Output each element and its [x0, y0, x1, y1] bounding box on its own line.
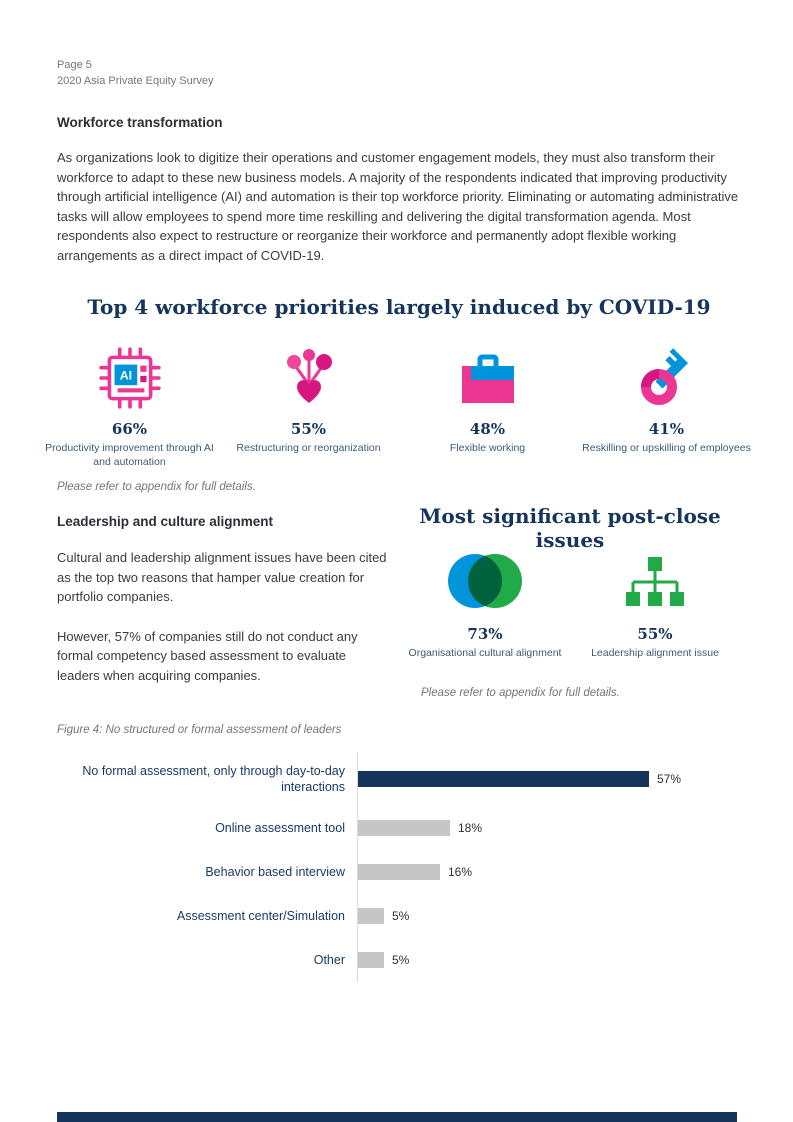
leadership-paragraph-2: However, 57% of companies still do not conduct any formal competency based assessment to evaluate leaders when acquiring companies.	[57, 628, 358, 683]
key-icon	[577, 332, 756, 410]
leadership-paragraph-1: Cultural and leadership alignment issues have been cited as the top two reasons that hamper value creation for portfolio companies.	[57, 550, 387, 604]
leadership-heading: Leadership and culture alignment	[57, 514, 274, 529]
stat-value: 66%	[111, 420, 148, 438]
workforce-body-text: As organizations look to digitize their operations and customer engagement models, they must also transform their workforce to adapt to these new business models. A majority of the respondents indicated that improving productivity through artificial intelligence (AI) and automation is their top workforce priority. Eliminating or automating administrative tasks will allow employees to spend more time reskilling and delivering the digital transformation agenda. Most respondents also expect to restructure or reorganize their workforce and permanently adopt flexible working arrangements as a direct impact of COVID-19.	[57, 150, 739, 263]
footer-bar	[57, 1112, 737, 1122]
stat-cultural-alignment	[400, 543, 570, 661]
stat-label: Productivity improvement through AI and automation	[45, 442, 214, 468]
leadership-body-text	[57, 548, 391, 705]
briefcase-icon	[398, 332, 577, 410]
stat-flexible-working	[398, 332, 577, 469]
svg-text:AI: AI	[119, 368, 132, 383]
figure4-bar-chart	[57, 752, 741, 982]
bar-category-label: No formal assessment, only through day-to-day interactions	[82, 764, 345, 794]
bar-plot-area	[357, 938, 741, 982]
workforce-chart-title: Top 4 workforce priorities largely induced by COVID-19	[87, 295, 711, 319]
stat-label: Organisational cultural alignment	[408, 647, 562, 659]
bar-plot-area	[357, 894, 741, 938]
bar	[358, 952, 384, 968]
stat-label: Reskilling or upskilling of employees	[582, 442, 751, 454]
bar-category-label: Online assessment tool	[215, 821, 345, 835]
stat-value: 48%	[469, 420, 506, 438]
postclose-stats-row	[400, 543, 740, 661]
postclose-title: Most significant post-close issues	[419, 504, 721, 552]
stat-value: 73%	[467, 625, 503, 643]
bar-value-label: 18%	[458, 821, 483, 835]
bar-row-online-assessment	[57, 806, 741, 850]
figure4-caption: Figure 4: No structured or formal assessment of leaders	[57, 724, 342, 736]
appendix-note: Please refer to appendix for full details.	[57, 481, 256, 493]
stat-restructuring	[219, 332, 398, 469]
stat-label: Leadership alignment issue	[591, 647, 719, 659]
bar-row-behavior-interview	[57, 850, 741, 894]
bar	[358, 864, 440, 880]
bar-plot-area	[357, 752, 741, 806]
org-chart-icon	[570, 543, 740, 615]
bar-row-assessment-center	[57, 894, 741, 938]
bar	[358, 820, 450, 836]
bar-category-label: Behavior based interview	[205, 865, 345, 879]
stat-value: 55%	[290, 420, 327, 438]
bar	[358, 908, 384, 924]
bar-plot-area	[357, 806, 741, 850]
workforce-stats-row	[40, 332, 756, 469]
venn-diagram-icon	[400, 543, 570, 615]
workforce-heading: Workforce transformation	[57, 115, 223, 130]
bar-plot-area	[357, 850, 741, 894]
restructuring-icon	[219, 332, 398, 410]
stat-reskilling	[577, 332, 756, 469]
stat-value: 41%	[648, 420, 685, 438]
bar-row-no-formal-assessment	[57, 752, 741, 806]
bar	[358, 771, 649, 787]
bar-category-label: Assessment center/Simulation	[176, 909, 345, 923]
bar-category-label: Other	[313, 953, 345, 967]
appendix-note: Please refer to appendix for full details.	[421, 687, 620, 699]
bar-value-label: 5%	[392, 953, 410, 967]
bar-value-label: 5%	[392, 909, 410, 923]
page-number: Page 5	[57, 59, 92, 71]
stat-value: 55%	[637, 625, 673, 643]
document-title: 2020 Asia Private Equity Survey	[57, 75, 214, 87]
bar-row-other	[57, 938, 741, 982]
bar-value-label: 16%	[448, 865, 473, 879]
ai-chip-icon	[40, 332, 219, 410]
stat-label: Restructuring or reorganization	[236, 442, 381, 454]
page-header	[57, 57, 214, 89]
stat-productivity-ai	[40, 332, 219, 469]
stat-leadership-alignment	[570, 543, 740, 661]
stat-label: Flexible working	[449, 442, 526, 454]
bar-value-label: 57%	[657, 772, 682, 786]
